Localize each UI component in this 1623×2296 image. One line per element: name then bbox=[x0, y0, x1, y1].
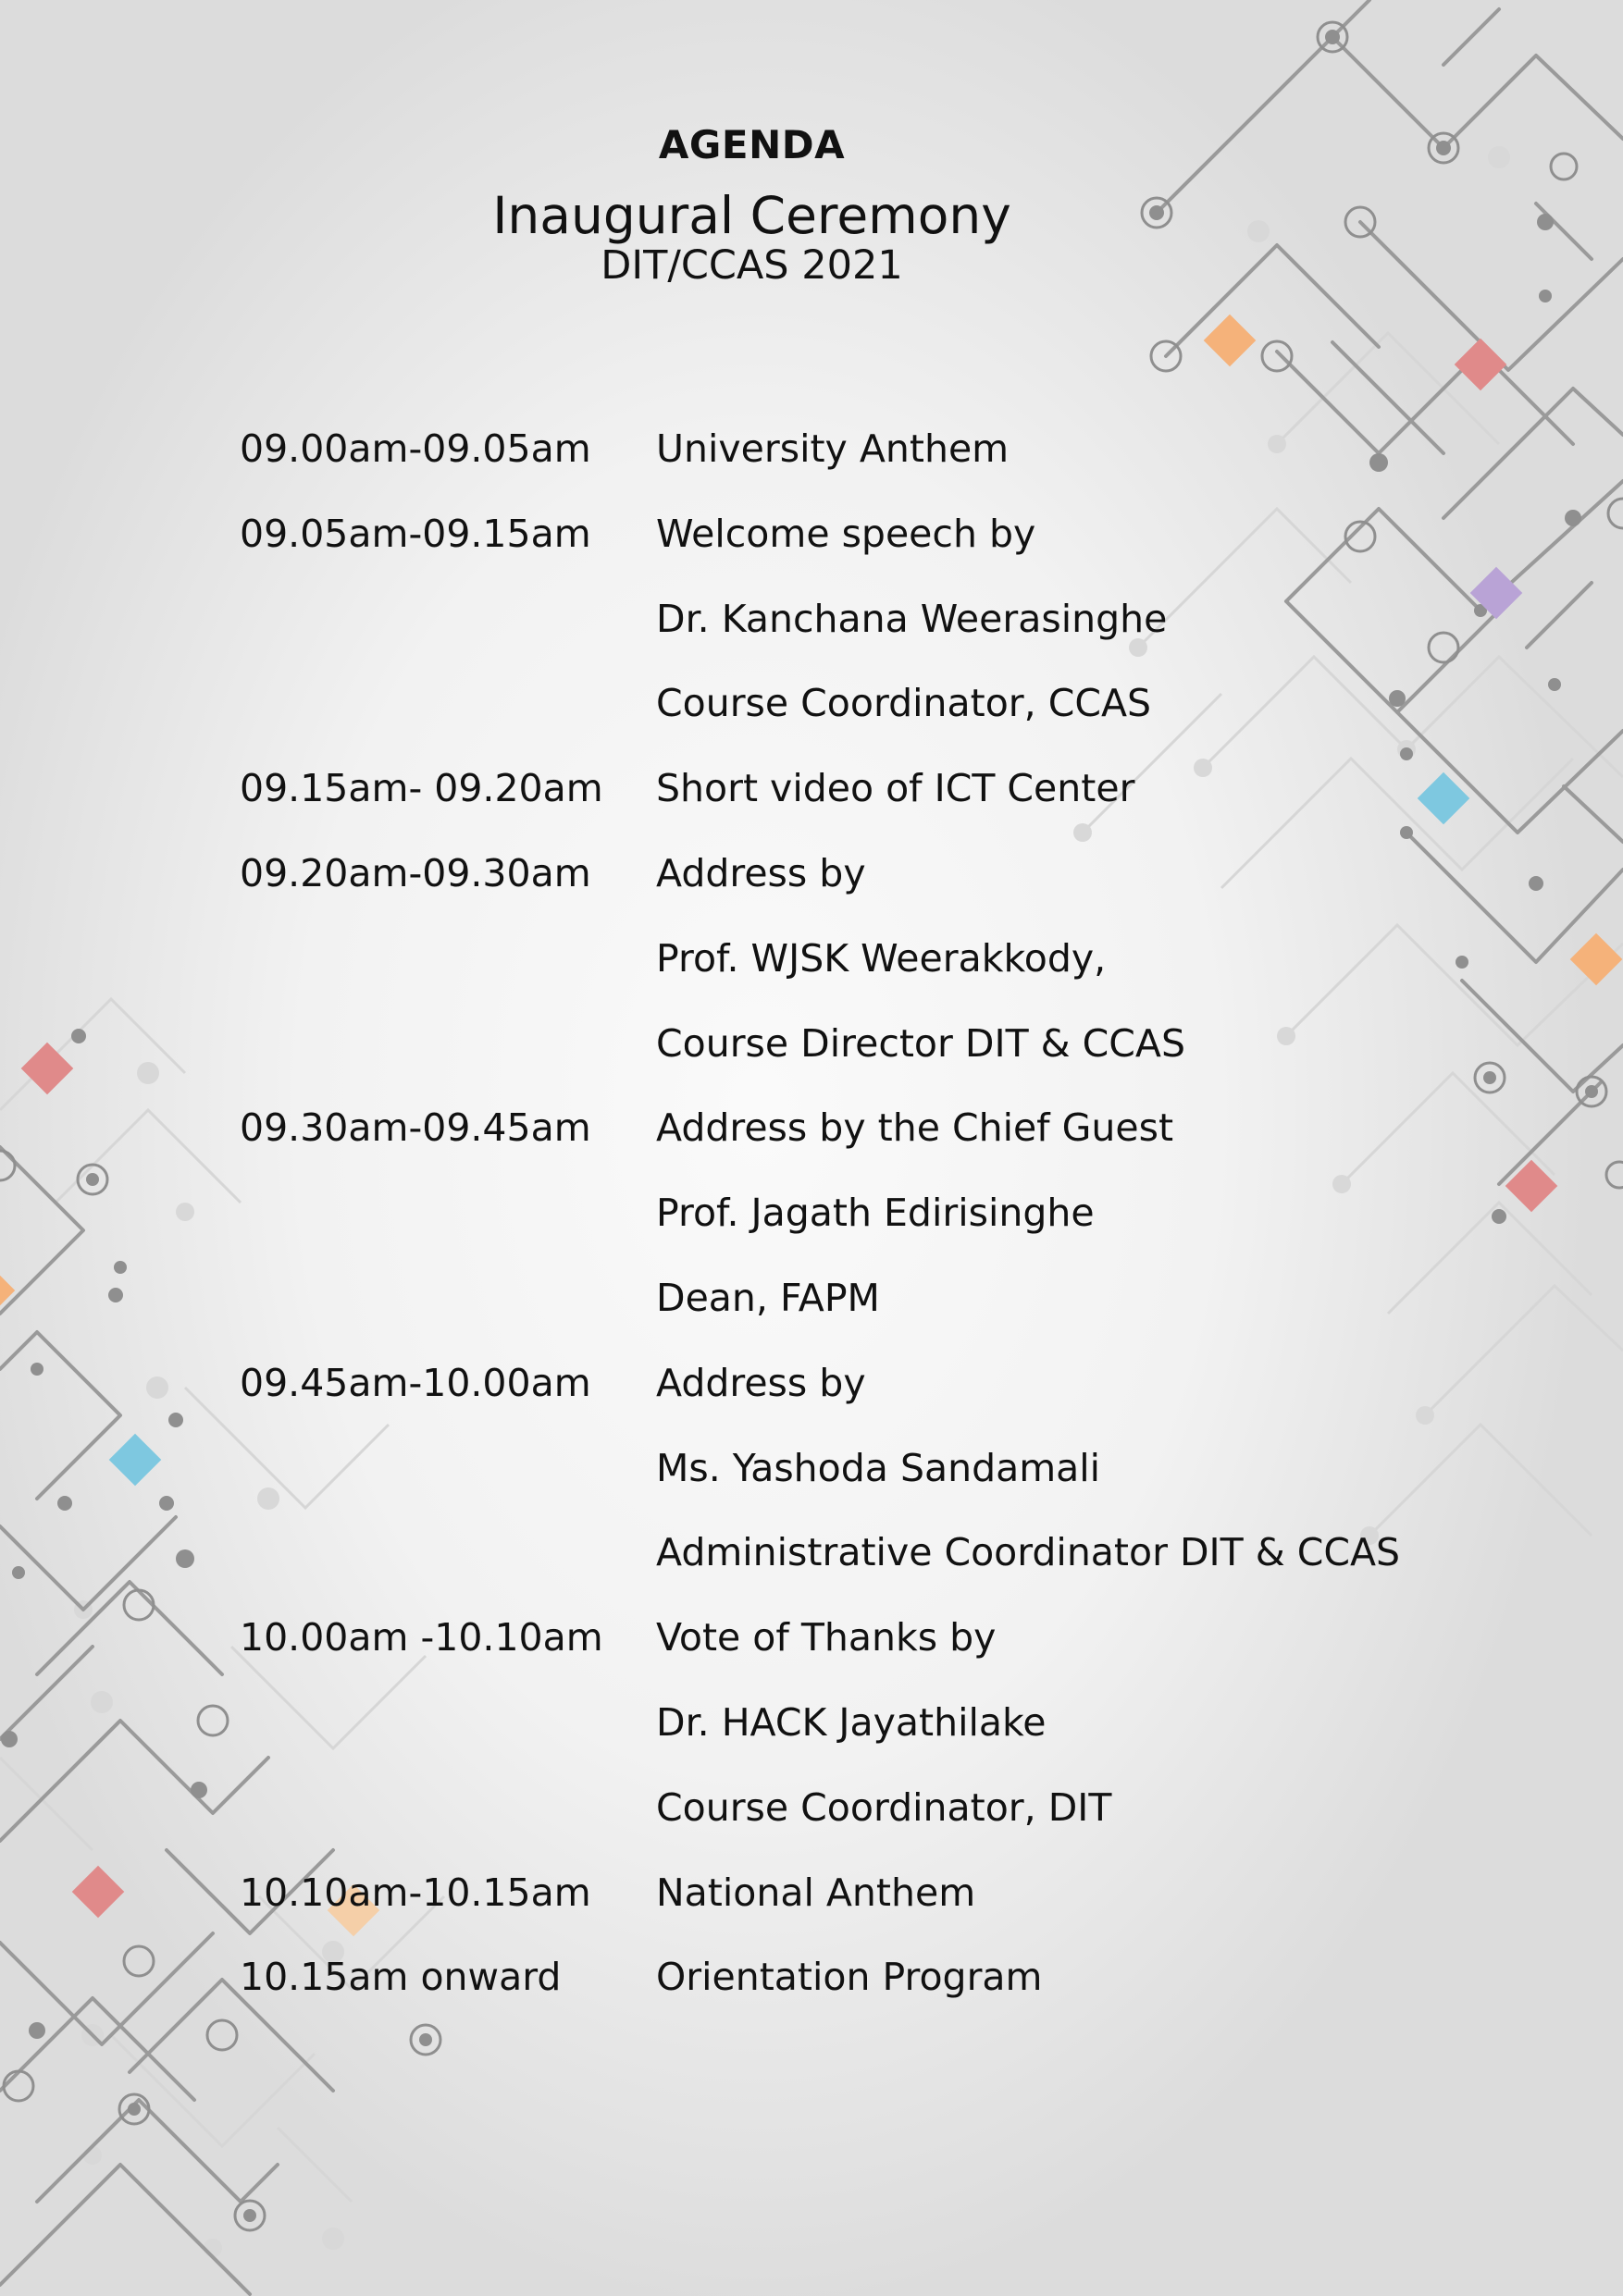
agenda-time: 09.20am-09.30am bbox=[240, 850, 591, 895]
agenda-item: Dr. Kanchana Weerasinghe bbox=[656, 596, 1168, 641]
agenda-item: Course Director DIT & CCAS bbox=[656, 1020, 1185, 1066]
agenda-item: Welcome speech by bbox=[656, 511, 1036, 556]
agenda-item: Prof. Jagath Edirisinghe bbox=[656, 1191, 1095, 1236]
agenda-time: 09.05am-09.15am bbox=[240, 511, 591, 556]
agenda-time: 10.15am onward bbox=[240, 1955, 562, 2000]
agenda-item: Address by bbox=[656, 850, 866, 895]
agenda-item: Course Coordinator, DIT bbox=[656, 1784, 1112, 1830]
agenda-time: 09.00am-09.05am bbox=[240, 426, 591, 471]
agenda-time: 09.15am- 09.20am bbox=[240, 766, 603, 811]
agenda-item: Short video of ICT Center bbox=[656, 766, 1135, 811]
edition-label: DIT/CCAS 2021 bbox=[601, 242, 903, 289]
agenda-item: Address by bbox=[656, 1360, 866, 1405]
agenda-item: Prof. WJSK Weerakkody, bbox=[656, 935, 1107, 981]
agenda-time: 09.30am-09.45am bbox=[240, 1105, 591, 1151]
agenda-item: Address by the Chief Guest bbox=[656, 1105, 1174, 1151]
agenda-time: 10.00am -10.10am bbox=[240, 1615, 603, 1660]
agenda-item: Vote of Thanks by bbox=[656, 1615, 997, 1660]
agenda-time: 09.45am-10.00am bbox=[240, 1360, 591, 1405]
agenda-time: 10.10am-10.15am bbox=[240, 1870, 591, 1915]
agenda-item: Orientation Program bbox=[656, 1955, 1043, 2000]
agenda-item: Ms. Yashoda Sandamali bbox=[656, 1445, 1101, 1490]
agenda-item: Administrative Coordinator DIT & CCAS bbox=[656, 1530, 1401, 1575]
agenda-item: Dr. HACK Jayathilake bbox=[656, 1699, 1047, 1745]
ceremony-title: Inaugural Ceremony bbox=[492, 186, 1011, 245]
agenda-title: AGENDA bbox=[658, 122, 846, 167]
agenda-item: Dean, FAPM bbox=[656, 1275, 880, 1320]
agenda-item: University Anthem bbox=[656, 426, 1010, 471]
agenda-item: Course Coordinator, CCAS bbox=[656, 681, 1152, 726]
agenda-item: National Anthem bbox=[656, 1870, 976, 1915]
